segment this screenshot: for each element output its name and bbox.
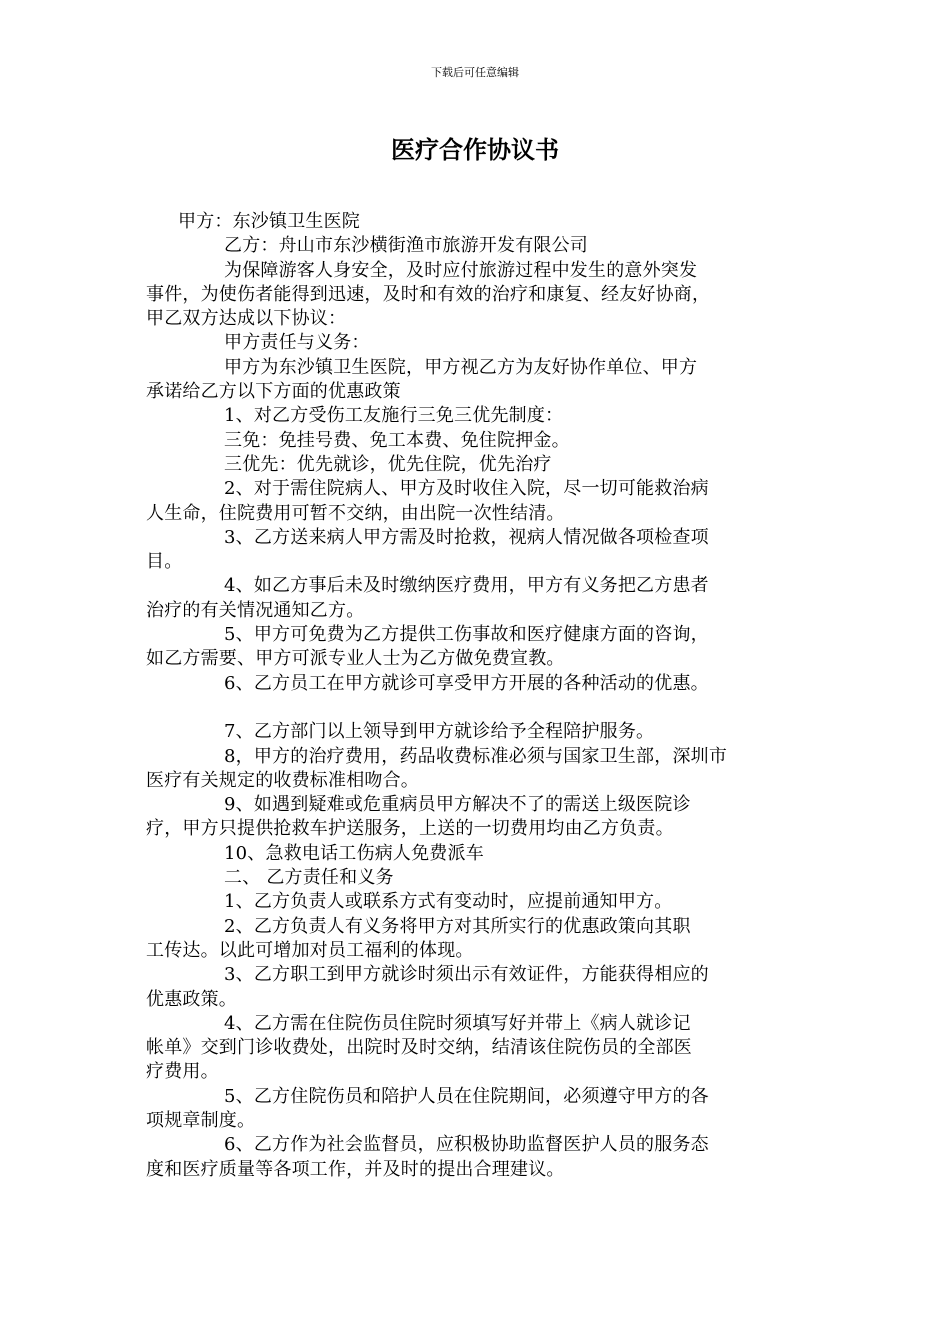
clause-line: 三免：免挂号费、免工本费、免住院押金。 bbox=[224, 429, 570, 451]
clause-line: 5、乙方住院伤员和陪护人员在住院期间，必须遵守甲方的各 bbox=[224, 1085, 709, 1107]
paragraph-line: 为保障游客人身安全，及时应付旅游过程中发生的意外突发 bbox=[224, 259, 698, 281]
clause-line: 1、对乙方受伤工友施行三免三优先制度： bbox=[224, 405, 564, 427]
clause-line: 2、对于需住院病人、甲方及时收住入院，尽一切可能救治病 bbox=[224, 478, 709, 500]
clause-line: 三优先：优先就诊，优先住院，优先治疗 bbox=[224, 453, 552, 475]
clause-line: 8，甲方的治疗费用，药品收费标准必须与国家卫生部，深圳市 bbox=[224, 745, 728, 767]
clause-line: 7、乙方部门以上领导到甲方就诊给予全程陪护服务。 bbox=[224, 721, 655, 743]
clause-line: 度和医疗质量等各项工作，并及时的提出合理建议。 bbox=[146, 1158, 565, 1180]
clause-line: 3、乙方职工到甲方就诊时须出示有效证件，方能获得相应的 bbox=[224, 964, 709, 986]
clause-line: 3、乙方送来病人甲方需及时抢救，视病人情况做各项检查项 bbox=[224, 526, 709, 548]
party-a-line: 甲方：东沙镇卫生医院 bbox=[178, 211, 360, 232]
header-note: 下载后可任意编辑 bbox=[431, 66, 519, 79]
paragraph-line: 事件，为使伤者能得到迅速，及时和有效的治疗和康复、经友好协商， bbox=[146, 283, 711, 305]
clause-line: 5、甲方可免费为乙方提供工伤事故和医疗健康方面的咨询， bbox=[224, 624, 709, 646]
clause-line: 疗费用。 bbox=[146, 1061, 219, 1083]
clause-line: 如乙方需要、甲方可派专业人士为乙方做免费宣教。 bbox=[146, 648, 565, 670]
clause-line: 4、如乙方事后未及时缴纳医疗费用，甲方有义务把乙方患者 bbox=[224, 575, 709, 597]
document-body bbox=[146, 210, 806, 1182]
section-heading: 二、 乙方责任和义务 bbox=[224, 867, 394, 889]
clause-line: 工传达。以此可增加对员工福利的体现。 bbox=[146, 939, 474, 961]
clause-line: 1、乙方负责人或联系方式有变动时，应提前通知甲方。 bbox=[224, 891, 673, 913]
clause-line: 帐单》交到门诊收费处，出院时及时交纳，结清该住院伤员的全部医 bbox=[146, 1037, 692, 1059]
clause-line: 优惠政策。 bbox=[146, 988, 237, 1010]
clause-line: 6、乙方作为社会监督员，应积极协助监督医护人员的服务态 bbox=[224, 1134, 709, 1156]
clause-line: 疗，甲方只提供抢救车护送服务，上送的一切费用均由乙方负责。 bbox=[146, 818, 674, 840]
clause-line: 10、急救电话工伤病人免费派车 bbox=[224, 842, 484, 864]
paragraph-line: 甲方为东沙镇卫生医院，甲方视乙方为友好协作单位、甲方 bbox=[224, 356, 698, 378]
clause-line: 4、乙方需在住院伤员住院时须填写好并带上《病人就诊记 bbox=[224, 1012, 691, 1034]
paragraph-line: 甲乙双方达成以下协议： bbox=[146, 308, 347, 330]
clause-line: 目。 bbox=[146, 551, 183, 573]
clause-line: 6、乙方员工在甲方就诊可享受甲方开展的各种活动的优惠。 bbox=[224, 672, 709, 694]
blank-line bbox=[146, 696, 806, 720]
clause-line: 人生命，住院费用可暂不交纳，由出院一次性结清。 bbox=[146, 502, 565, 524]
party-b-line: 乙方：舟山市东沙横街渔市旅游开发有限公司 bbox=[224, 235, 588, 257]
paragraph-line: 承诺给乙方以下方面的优惠政策 bbox=[146, 381, 401, 403]
clause-line: 治疗的有关情况通知乙方。 bbox=[146, 599, 365, 621]
clause-line: 2、乙方负责人有义务将甲方对其所实行的优惠政策向其职 bbox=[224, 915, 691, 937]
section-heading: 甲方责任与义务： bbox=[224, 332, 370, 354]
clause-line: 9、如遇到疑难或危重病员甲方解决不了的需送上级医院诊 bbox=[224, 794, 691, 816]
clause-line: 项规章制度。 bbox=[146, 1109, 256, 1131]
document-title: 医疗合作协议书 bbox=[391, 136, 559, 164]
clause-line: 医疗有关规定的收费标准相吻合。 bbox=[146, 769, 419, 791]
